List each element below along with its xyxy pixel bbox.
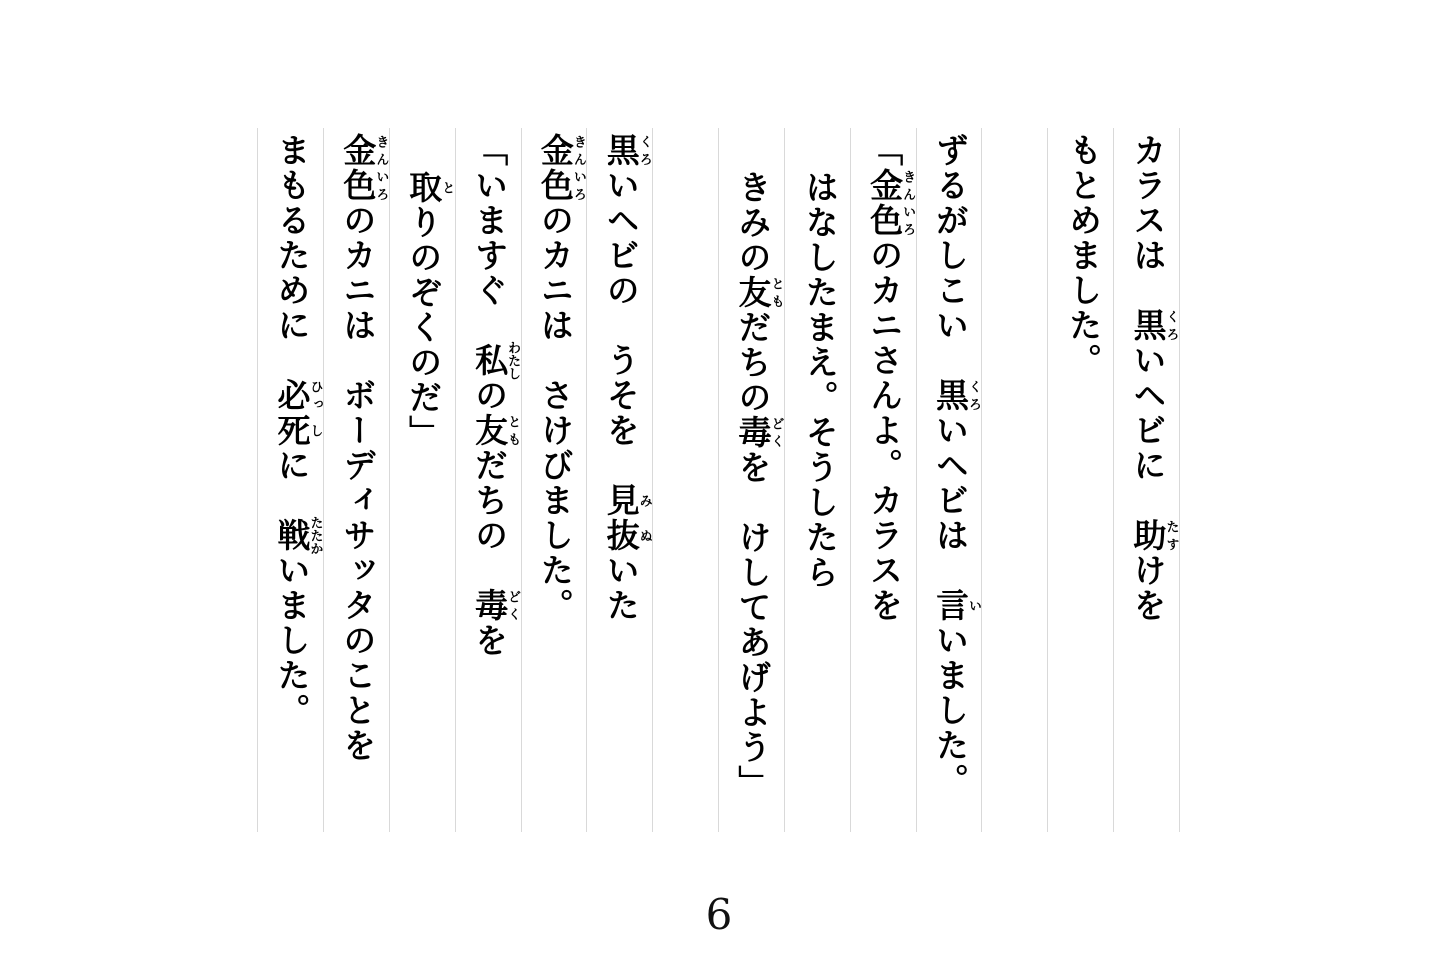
furigana: どく — [506, 588, 521, 623]
ruby-base: 助たす — [1129, 518, 1179, 553]
ruby-base: 死し — [273, 413, 324, 448]
ruby-base: 色いろ — [339, 168, 389, 203]
ruby-base: 黒くろ — [931, 378, 982, 413]
text-line-5: 「金きん色いろのカニさんよ。カラスを — [850, 128, 916, 832]
ruby-base: 毒どく — [471, 588, 521, 623]
text-line-12: 取とりのぞくのだ」 — [389, 128, 455, 832]
furigana: きん — [901, 168, 916, 203]
furigana: わたし — [506, 341, 521, 380]
empty-line-8 — [652, 128, 718, 832]
ruby-base: 金きん — [339, 133, 389, 168]
text-line-7: きみの友ともだちの毒どくを けしてあげよう」 — [718, 128, 784, 832]
furigana: くろ — [966, 378, 982, 413]
furigana: し — [308, 413, 324, 448]
ruby-base: 色いろ — [866, 203, 916, 238]
furigana: たたか — [308, 516, 324, 555]
furigana: い — [966, 588, 982, 623]
ruby-base: 黒くろ — [1129, 308, 1179, 343]
ruby-base: 友とも — [734, 275, 784, 310]
furigana: きん — [374, 133, 389, 168]
furigana: いろ — [901, 203, 916, 238]
ruby-base: 色いろ — [536, 168, 587, 203]
text-line-11: 「いますぐ 私わたしの友ともだちの 毒どくを — [455, 128, 521, 832]
ruby-base: 抜ぬ — [602, 518, 653, 553]
furigana: とも — [506, 413, 521, 448]
furigana: とも — [769, 275, 784, 310]
text-block — [256, 128, 1180, 832]
furigana: きん — [571, 133, 587, 168]
furigana: どく — [769, 415, 784, 450]
text-line-14: まもるために 必ひっ死しに 戦たたかいました。 — [257, 128, 323, 832]
ruby-base: 金きん — [536, 133, 587, 168]
text-line-13: 金きん色いろのカニは ボーディサッタのことを — [323, 128, 389, 832]
ruby-base: 見み — [602, 483, 653, 518]
furigana: いろ — [571, 168, 587, 203]
ruby-base: 必ひっ — [273, 378, 324, 413]
furigana: ひっ — [308, 378, 324, 413]
text-line-2: もとめました。 — [1047, 128, 1113, 832]
empty-line-3 — [981, 128, 1047, 832]
furigana: ぬ — [637, 518, 653, 553]
ruby-base: 毒どく — [734, 415, 784, 450]
furigana: くろ — [637, 133, 653, 168]
ruby-base: 取と — [405, 170, 455, 205]
ruby-base: 私わたし — [471, 341, 521, 380]
text-line-1: カラスは 黒くろいヘビに 助たすけを — [1113, 128, 1179, 832]
text-line-9: 黒くろいヘビの うそを 見み抜ぬいた — [586, 128, 652, 832]
furigana: いろ — [374, 168, 389, 203]
furigana: と — [440, 170, 455, 205]
ruby-base: 言い — [931, 588, 982, 623]
ruby-base: 戦たたか — [273, 516, 324, 555]
ruby-base: 友とも — [471, 413, 521, 448]
furigana: み — [637, 483, 653, 518]
furigana: くろ — [1164, 308, 1179, 343]
text-line-4: ずるがしこい 黒くろいヘビは 言いいました。 — [916, 128, 982, 832]
ruby-base: 黒くろ — [602, 133, 653, 168]
text-line-10: 金きん色いろのカニは さけびました。 — [521, 128, 587, 832]
text-line-6: はなしたまえ。そうしたら — [784, 128, 850, 832]
ruby-base: 金きん — [866, 168, 916, 203]
page-number: 6 — [705, 890, 733, 939]
furigana: たす — [1164, 518, 1179, 553]
